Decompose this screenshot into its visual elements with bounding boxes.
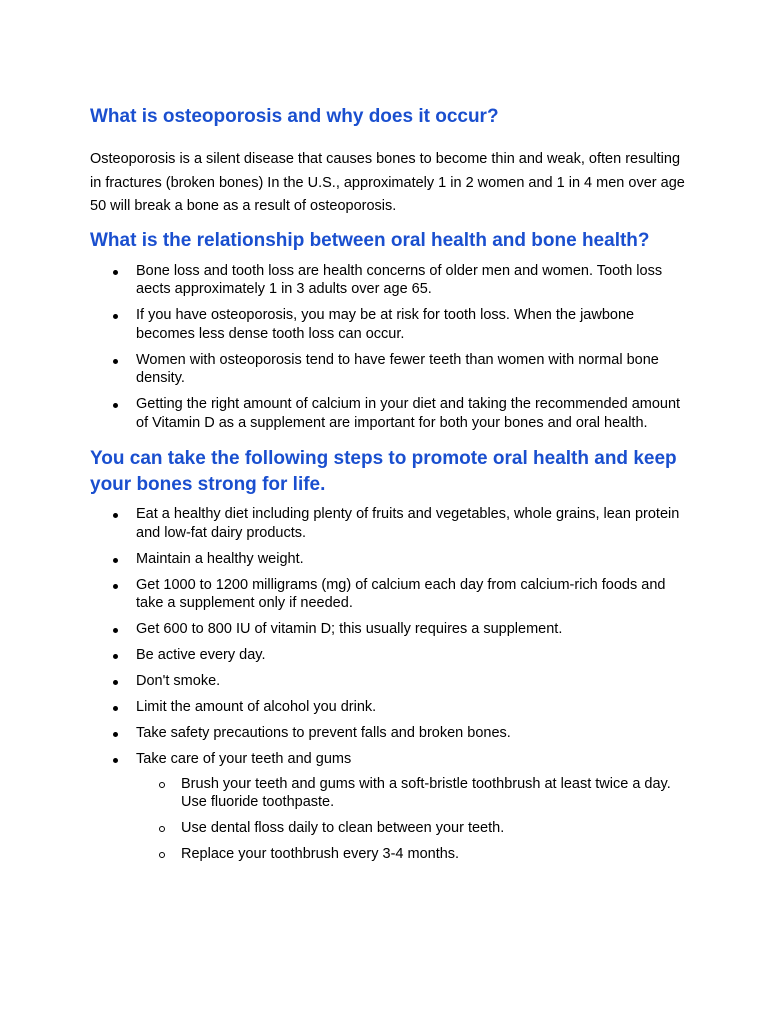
bullet-icon <box>113 732 118 737</box>
list-item-text: Bone loss and tooth loss are health concerns of older men and women. Tooth loss aects approximately 1 in 3 adults over age 65. <box>136 262 663 297</box>
list-item-text: Limit the amount of alcohol you drink. <box>136 699 377 715</box>
sub-list-item <box>136 845 690 864</box>
section-heading-steps: You can take the following steps to promote oral health and keep your bones strong for life. <box>90 448 677 495</box>
list-item-text: Be active every day. <box>136 647 266 663</box>
steps-bullet-list <box>90 505 690 864</box>
list-item-text: Don't smoke. <box>136 673 221 689</box>
list-item-text: Eat a healthy diet including plenty of fruits and vegetables, whole grains, lean protein and low-fat dairy products. <box>136 506 680 541</box>
list-item <box>90 351 690 388</box>
list-item-text: Take safety precautions to prevent falls and broken bones. <box>136 725 511 741</box>
list-item <box>90 505 690 542</box>
sub-list-item <box>136 819 690 838</box>
list-item <box>90 750 690 864</box>
circle-bullet-icon <box>159 826 165 832</box>
list-item <box>90 576 690 613</box>
bullet-icon <box>113 628 118 633</box>
bullet-icon <box>113 654 118 659</box>
list-item <box>90 395 690 432</box>
list-item <box>90 698 690 717</box>
list-item-text: Take care of your teeth and gums <box>136 751 352 767</box>
list-item <box>90 262 690 299</box>
list-item-text: Get 600 to 800 IU of vitamin D; this usually requires a supplement. <box>136 621 563 637</box>
bullet-icon <box>113 513 118 518</box>
list-item <box>90 550 690 569</box>
list-item <box>90 620 690 639</box>
list-item-text: If you have osteoporosis, you may be at risk for tooth loss. When the jawbone becomes less dense tooth loss can occur. <box>136 307 635 342</box>
circle-bullet-icon <box>159 852 165 858</box>
osteoporosis-paragraph: Osteoporosis is a silent disease that causes bones to become thin and weak, often resulting in fractures (broken bones) In the U.S., approximately 1 in 2 women and 1 in 4 men over age 50 will break a bone as a result of osteoporosis. <box>90 151 685 214</box>
bullet-icon <box>113 558 118 563</box>
list-item-text: Maintain a healthy weight. <box>136 550 304 567</box>
list-item <box>90 306 690 343</box>
bullet-icon <box>113 758 118 763</box>
bullet-icon <box>113 680 118 685</box>
list-item-text: Get 1000 to 1200 milligrams (mg) of calcium each day from calcium-rich foods and take a supplement only if needed. <box>136 576 666 611</box>
document-page <box>90 104 690 871</box>
list-item-text: Women with osteoporosis tend to have fewer teeth than women with normal bone density. <box>136 351 659 386</box>
section-heading-osteoporosis: What is osteoporosis and why does it occur? <box>90 106 499 127</box>
bullet-icon <box>113 314 118 319</box>
sub-list-item <box>136 775 690 812</box>
bullet-icon <box>113 403 118 408</box>
teeth-care-sub-list <box>136 775 690 864</box>
bullet-icon <box>113 359 118 364</box>
sub-list-item-text: Replace your toothbrush every 3-4 months. <box>181 846 460 862</box>
sub-list-item-text: Brush your teeth and gums with a soft-bristle toothbrush at least twice a day. Use fluoride toothpaste. <box>181 775 671 810</box>
list-item <box>90 724 690 743</box>
bullet-icon <box>113 270 118 275</box>
list-item <box>90 646 690 665</box>
list-item <box>90 672 690 691</box>
sub-list-item-text: Use dental floss daily to clean between your teeth. <box>181 820 505 836</box>
section-heading-oral-bone-relationship: What is the relationship between oral health and bone health? <box>90 229 650 251</box>
list-item-text: Getting the right amount of calcium in your diet and taking the recommended amount of Vitamin D as a supplement are important for both your bones and oral health. <box>136 396 681 431</box>
circle-bullet-icon <box>159 782 165 788</box>
relationship-bullet-list <box>90 262 690 433</box>
bullet-icon <box>113 584 118 589</box>
bullet-icon <box>113 706 118 711</box>
